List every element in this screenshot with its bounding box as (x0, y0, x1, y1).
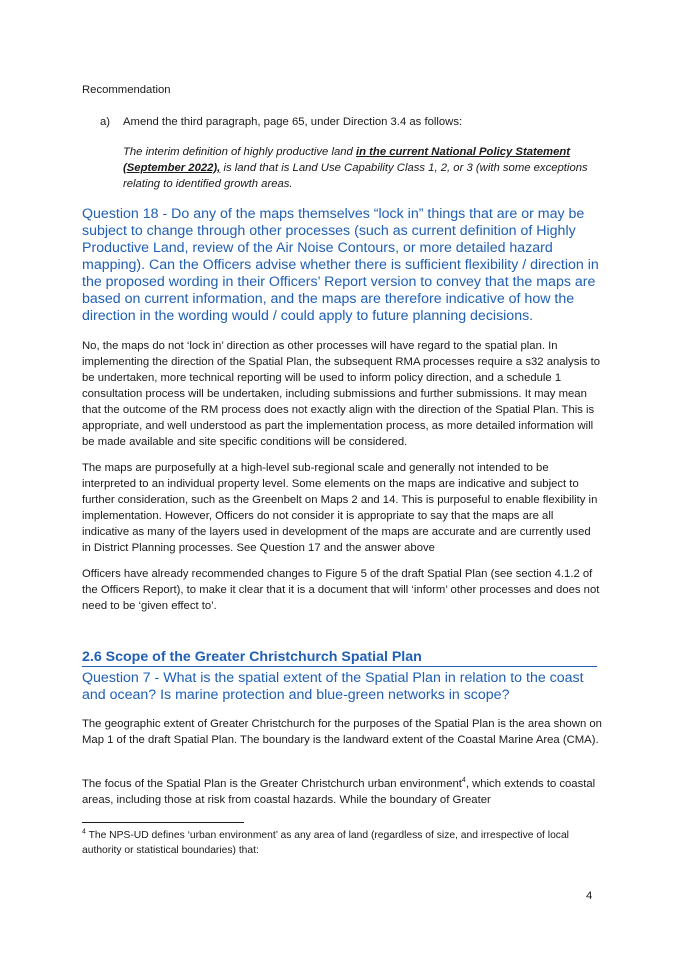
answer-paragraph-2: The maps are purposefully at a high-level sub-regional scale and generally not intended to be interpreted to an individual property level. Some elements on the maps are indicative and subject to further consideration, such as the Greenbelt on Maps 2 and 14. This is purposeful to enable flexibility in implementation. However, Officers do not consider it is appropriate to say that the maps are all indicative as many of the layers used in development of the maps are accurate and are currently used in District Planning processes. See Question 17 and the answer above (82, 462, 598, 554)
page-number: 4 (586, 890, 593, 902)
recommendation-label: Recommendation (82, 84, 171, 96)
question-18-heading: Question 18 - Do any of the maps themselves “lock in” things that are or may be subject to change through other processes (such as current definition of Highly Productive Land, review of the Air Noise Contours, or more detailed hazard mapping). Can the Officers advise whether there is sufficient flexibility / direction in the proposed wording in their Officers’ Report version to convey that the maps are based on current information, and the maps are therefore indicative of how the direction in the wording would / could apply to future planning decisions. (82, 206, 599, 324)
answer-paragraph-3: Officers have already recommended changes to Figure 5 of the draft Spatial Plan (see section 4.1.2 of the Officers Report), to make it clear that it is a document that will ‘inform’ other processes and does not need to be ‘given effect to’. (82, 568, 600, 612)
quote-part-1: The interim definition of highly productive land (123, 146, 356, 158)
footnote-divider (82, 822, 244, 823)
answer-paragraph-5 (82, 776, 602, 808)
amendment-item (100, 114, 600, 130)
answer-paragraph-4: The geographic extent of Greater Christchurch for the purposes of the Spatial Plan is the area shown on Map 1 of the draft Spatial Plan. The boundary is the landward extent of the Coastal Marine Area (CMA). (82, 718, 602, 746)
para5-text-1: The focus of the Spatial Plan is the Greater Christchurch urban environment (82, 778, 462, 790)
para5-text-2: , which extends to coastal areas, including those at risk from coastal hazards. While the boundary of Greater (82, 778, 596, 806)
quote-part-2: is land that is Land Use Capability Class 1, 2, or 3 (with some exceptions relating to identified growth areas. (123, 162, 588, 190)
quote-emphasis: in the current National Policy Statement (September 2022), (123, 146, 571, 174)
question-7-heading: Question 7 - What is the spatial extent of the Spatial Plan in relation to the coast and ocean? Is marine protection and blue-green networks in scope? (82, 670, 584, 703)
footnote-text: The NPS-UD defines ‘urban environment’ as any area of land (regardless of size, and irrespective of local authority or statistical boundaries) that: (82, 830, 569, 856)
amendment-marker: a) (100, 116, 111, 128)
quoted-amendment (123, 144, 593, 192)
footnote-marker: 4 (82, 828, 86, 836)
section-heading: 2.6 Scope of the Greater Christchurch Spatial Plan (82, 648, 597, 667)
answer-paragraph-1: No, the maps do not ‘lock in’ direction as other processes will have regard to the spatial plan. In implementing the direction of the Spatial Plan, the subsequent RMA processes require a s32 analysis to be undertaken, more technical reporting will be used to inform policy direction, and a schedule 1 consultation process will be undertaken, including submissions and further submissions. It may mean that the outcome of the RM process does not exactly align with the direction of the Spatial Plan. This is appropriate, and well understood as part the implementation process, as more detailed information will be made available and site specific conditions will be considered. (82, 340, 601, 448)
footnote (82, 828, 602, 858)
amendment-text: Amend the third paragraph, page 65, under Direction 3.4 as follows: (123, 116, 463, 128)
footnote-reference: 4 (461, 777, 466, 785)
